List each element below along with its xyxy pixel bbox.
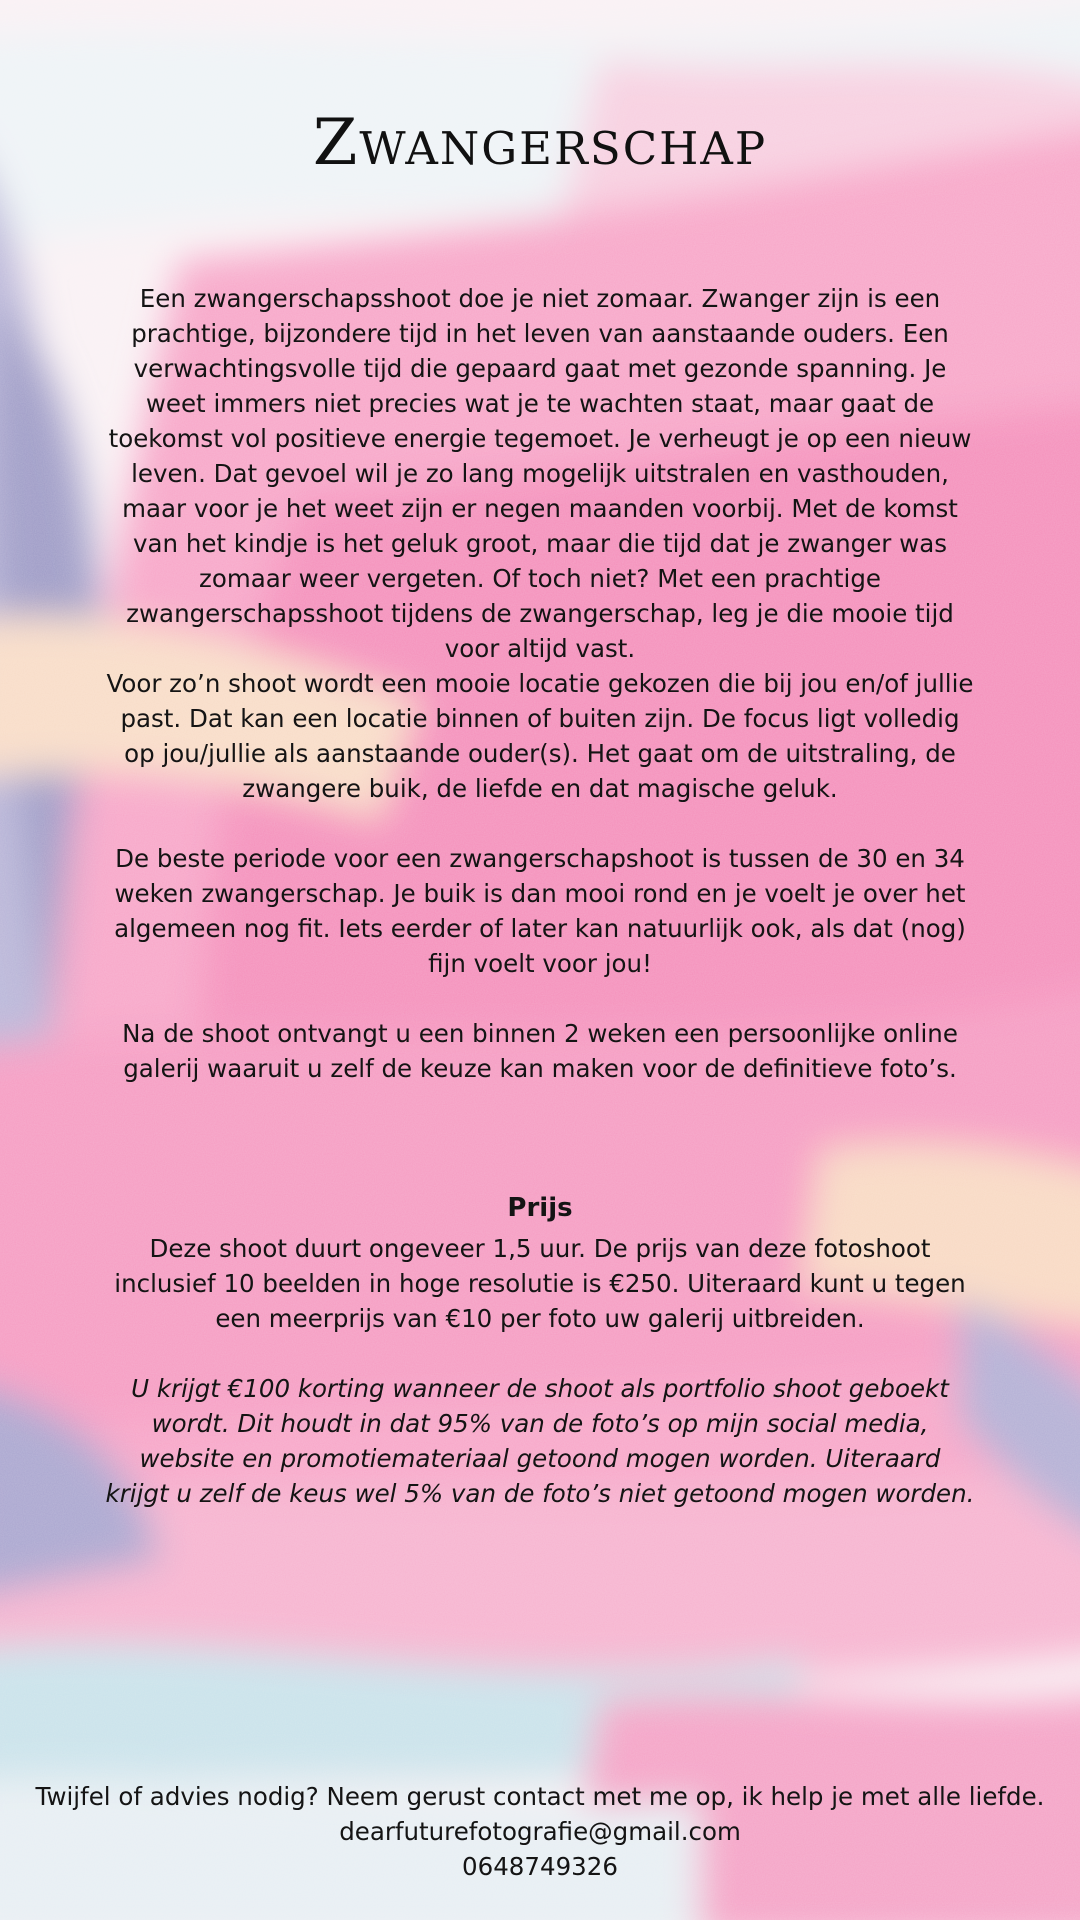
discount-text: U krijgt €100 korting wanneer de shoot als portfolio shoot geboekt wordt. Dit houdt in dat 95% van de foto’s op mijn social media, website en promotiemateriaal getoond mogen worden. Uiteraard krijgt u zelf de keus wel 5% van de foto’s niet getoond mogen worden. [105,1374,975,1508]
price-heading: Prijs [507,1193,573,1223]
contact-email[interactable]: dearfuturefotografie@gmail.com [339,1817,741,1846]
page-title: Zwangerschap [312,106,768,180]
contact-phone[interactable]: 0648749326 [462,1852,618,1881]
best-period-paragraph: De beste periode voor een zwangerschapshoot is tussen de 30 en 34 weken zwangerschap. Je buik is dan mooi rond en je voelt je over het algemeen nog fit. Iets eerder of later kan natuurlijk ook, als dat (nog) fijn voelt voor jou! [114,844,966,978]
intro-paragraph: Een zwangerschapsshoot doe je niet zomaar. Zwanger zijn is een prachtige, bijzondere tijd in het leven van aanstaande ouders. Een verwachtingsvolle tijd die gepaard gaat met gezonde spanning. Je weet immers niet precies wat je te wachten staat, maar gaat de toekomst vol positieve energie tegemoet. Je verheugt je op een nieuw leven. Dat gevoel wil je zo lang mogelijk uitstralen en vasthouden, maar voor je het weet zijn er negen maanden voorbij. Met de komst van het kindje is het geluk groot, maar die tijd dat je zwanger was zomaar weer vergeten. Of toch niet? Met een prachtige zwangerschapsshoot tijdens de zwangerschap, leg je die mooie tijd voor altijd vast. [108,284,972,663]
contact-line: Twijfel of advies nodig? Neem gerust contact met me op, ik help je met alle liefde. [35,1782,1045,1811]
contact-block [0,1779,1080,1884]
gallery-paragraph: Na de shoot ontvangt u een binnen 2 weken een persoonlijke online galerij waaruit u zelf de keuze kan maken voor de definitieve foto’s. [122,1019,958,1083]
price-text: Deze shoot duurt ongeveer 1,5 uur. De prijs van deze fotoshoot inclusief 10 beelden in hoge resolutie is €250. Uiteraard kunt u tegen een meerprijs van €10 per foto uw galerij uitbreiden. [114,1234,966,1333]
location-paragraph: Voor zo’n shoot wordt een mooie locatie gekozen die bij jou en/of jullie past. Dat kan een locatie binnen of buiten zijn. De focus ligt volledig op jou/jullie als aanstaande ouder(s). Het gaat om de uitstraling, de zwangere buik, de liefde en dat magische geluk. [106,669,974,803]
